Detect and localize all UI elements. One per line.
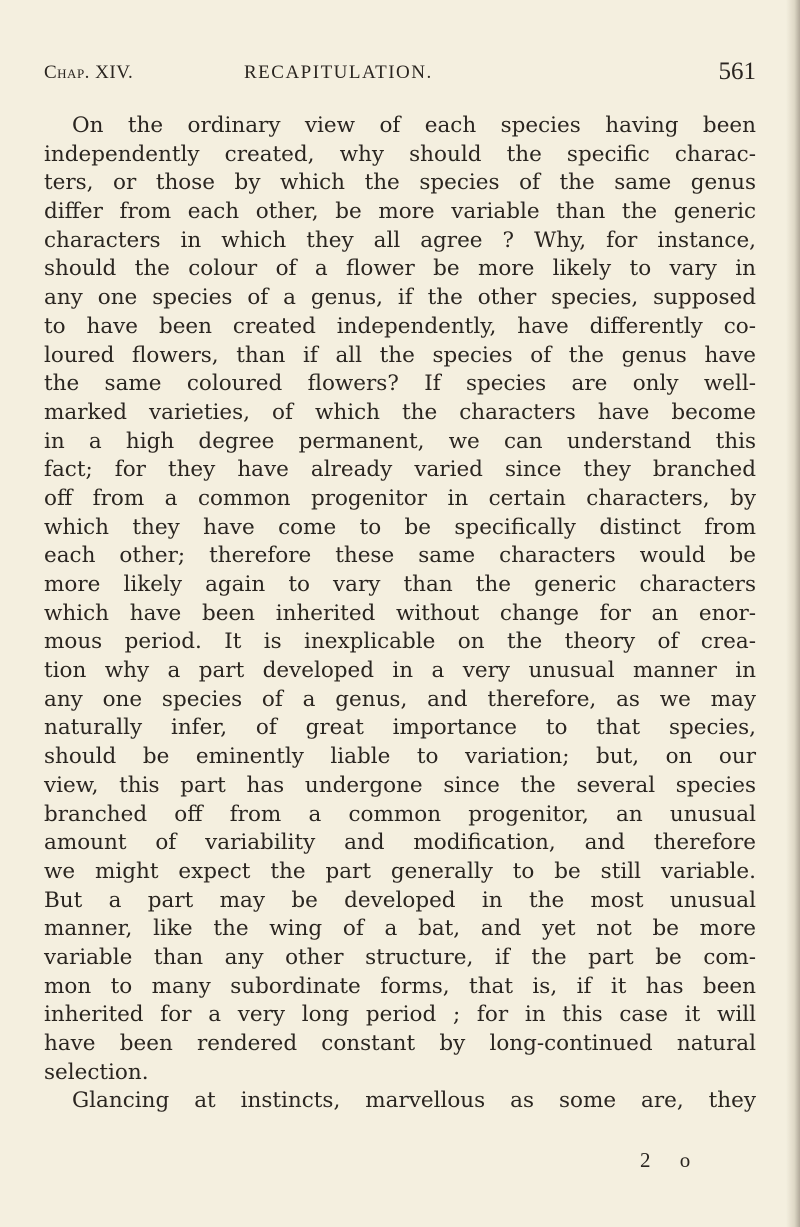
- text-line: mon to many subordinate forms, that is, if it has been: [44, 973, 756, 999]
- text-line: should be eminently liable to variation; but, on our: [44, 744, 756, 770]
- text-line: in a high degree permanent, we can understand this: [44, 428, 756, 454]
- text-line: manner, like the wing of a bat, and yet not be more: [44, 916, 756, 942]
- text-line: view, this part has undergone since the several species: [44, 772, 756, 798]
- text-line: ters, or those by which the species of the same genus: [44, 170, 756, 196]
- text-line: variable than any other structure, if the part be com-: [44, 944, 756, 970]
- text-line: branched off from a common progenitor, an unusual: [44, 801, 756, 827]
- text-line: which have been inherited without change for an enor-: [44, 600, 756, 626]
- page-edge: [786, 0, 800, 1227]
- text-line: inherited for a very long period ; for in this case it will: [44, 1002, 756, 1028]
- text-line: independently created, why should the specific charac-: [44, 141, 756, 167]
- text-line: each other; therefore these same characters would be: [44, 543, 756, 569]
- running-header: [44, 58, 756, 92]
- text-line: mous period. It is inexplicable on the theory of crea-: [44, 629, 756, 655]
- text-line: selection.: [44, 1059, 149, 1085]
- body-text: [44, 112, 756, 1116]
- text-line: naturally infer, of great importance to that species,: [44, 715, 756, 741]
- chapter-label: Chap. XIV.: [44, 62, 134, 83]
- text-line: the same coloured flowers? If species are only well-: [44, 371, 756, 397]
- text-line: to have been created independently, have differently co-: [44, 313, 756, 339]
- text-line: fact; for they have already varied since they branched: [44, 457, 756, 483]
- text-line: amount of variability and modification, and therefore: [44, 830, 756, 856]
- text-line: characters in which they all agree ? Why, for instance,: [44, 227, 756, 253]
- signature-mark: 2 o: [640, 1148, 703, 1172]
- text-line: any one species of a genus, if the other species, supposed: [44, 285, 756, 311]
- text-line: marked varieties, of which the characters have become: [44, 399, 756, 425]
- text-line: which they have come to be specifically distinct from: [44, 514, 756, 540]
- text-line: any one species of a genus, and therefore, as we may: [44, 686, 756, 712]
- text-line: differ from each other, be more variable than the generic: [44, 199, 756, 225]
- text-line: off from a common progenitor in certain characters, by: [44, 485, 756, 511]
- text-line: should the colour of a flower be more likely to vary in: [44, 256, 756, 282]
- text-line: more likely again to vary than the generic characters: [44, 572, 756, 597]
- text-line: tion why a part developed in a very unusual manner in: [44, 658, 756, 684]
- page-number: 561: [718, 58, 756, 85]
- running-title: RECAPITULATION.: [244, 62, 433, 83]
- text-line: we might expect the part generally to be still variable.: [44, 858, 756, 884]
- text-line: On the ordinary view of each species having been: [72, 113, 756, 138]
- text-line: have been rendered constant by long-continued natural: [44, 1031, 756, 1056]
- text-line: loured flowers, than if all the species of the genus have: [44, 342, 756, 368]
- text-line: Glancing at instincts, marvellous as some are, they: [72, 1088, 756, 1114]
- text-line: But a part may be developed in the most unusual: [44, 887, 756, 913]
